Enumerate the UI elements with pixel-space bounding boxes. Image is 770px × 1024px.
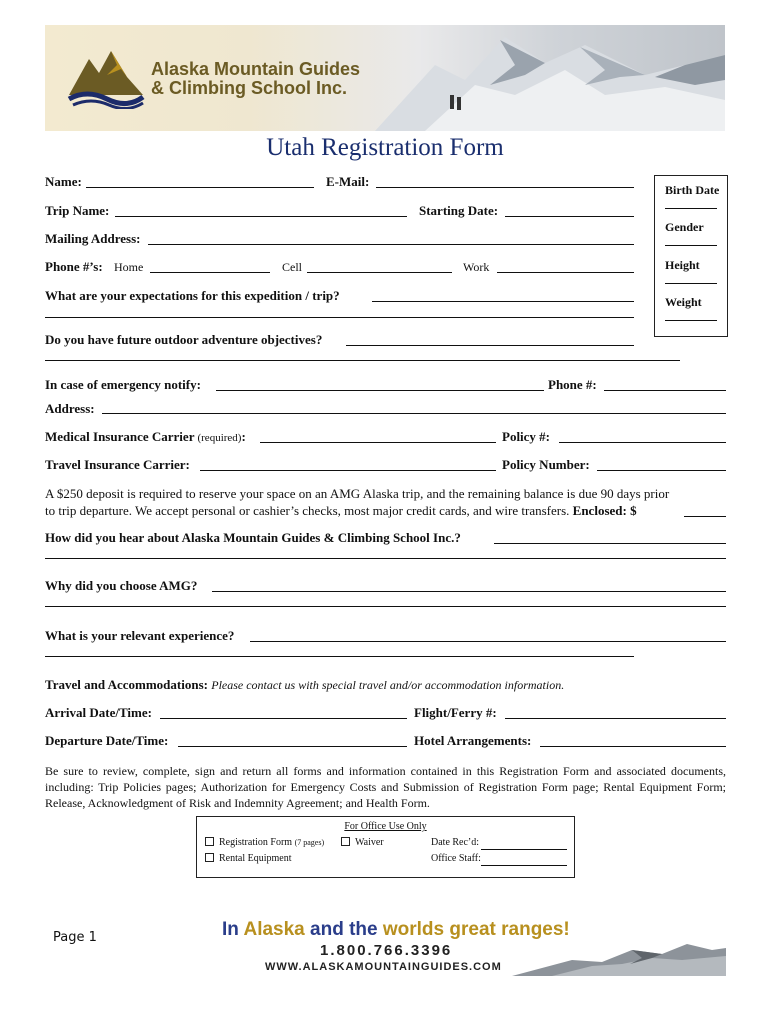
name-label: Name: <box>45 174 82 189</box>
work-phone-label: Work <box>463 260 490 274</box>
experience-label: What is your relevant experience? <box>45 628 235 643</box>
footer-url[interactable]: WWW.ALASKAMOUNTAINGUIDES.COM <box>265 961 502 973</box>
expectations-label: What are your expectations for this expedition / trip? <box>45 288 340 303</box>
policy-field[interactable] <box>559 442 726 443</box>
footer-mountain-graphic <box>512 940 726 976</box>
policy-number-label: Policy Number: <box>502 457 590 472</box>
header-banner <box>45 25 725 131</box>
required-note: (required) <box>197 432 242 444</box>
registration-label: Registration Form <box>219 837 293 848</box>
trip-name-field[interactable] <box>115 216 407 217</box>
departure-label: Departure Date/Time: <box>45 733 169 748</box>
deposit-line1: A $250 deposit is required to reserve your space on an AMG Alaska trip, and the remaining balance is due 90 days prior <box>45 486 670 501</box>
waiver-checkbox[interactable] <box>341 837 350 846</box>
how-hear-field[interactable] <box>494 543 726 544</box>
weight-label: Weight <box>665 295 702 309</box>
date-recd-field[interactable] <box>481 849 567 850</box>
why-amg-field-line2[interactable] <box>45 606 726 607</box>
rental-checkbox[interactable] <box>205 853 214 862</box>
page-title: Utah Registration Form <box>266 134 504 161</box>
email-field[interactable] <box>376 187 634 188</box>
phone-label: Phone #’s: <box>45 259 103 274</box>
emergency-address-field[interactable] <box>102 413 726 414</box>
office-staff-field[interactable] <box>481 865 567 866</box>
experience-field-line2[interactable] <box>45 656 634 657</box>
how-hear-field-line2[interactable] <box>45 558 726 559</box>
hotel-field[interactable] <box>540 746 726 747</box>
email-label: E-Mail: <box>326 174 370 189</box>
home-phone-field[interactable] <box>150 272 270 273</box>
mailing-address-label: Mailing Address: <box>45 231 141 246</box>
how-hear-label: How did you hear about Alaska Mountain Guides & Climbing School Inc.? <box>45 530 461 545</box>
experience-field[interactable] <box>250 641 726 642</box>
future-objectives-field[interactable] <box>346 345 634 346</box>
arrival-label: Arrival Date/Time: <box>45 705 152 720</box>
footer-phone: 1.800.766.3396 <box>320 942 453 959</box>
company-name-line2: & Climbing School Inc. <box>151 78 348 98</box>
instructions-paragraph: Be sure to review, complete, sign and return all forms and information contained in this Registration Form and associated documents, including: Trip Policies pages; Authorization for Emergency Costs and Submission of Registration Form page; Rental Equipment Form; Release, Acknowledgment of Risk and Indemnity Agreement; and Health Form. <box>45 764 726 810</box>
mountain-photo <box>45 25 725 131</box>
emergency-phone-label: Phone #: <box>548 377 597 392</box>
expectations-field[interactable] <box>372 301 634 302</box>
slogan-and: and the <box>310 919 378 940</box>
name-field[interactable] <box>86 187 314 188</box>
enclosed-label: Enclosed: $ <box>572 503 637 518</box>
waiver-label: Waiver <box>355 837 384 848</box>
starting-date-label: Starting Date: <box>419 203 499 218</box>
rental-equipment-check[interactable] <box>205 853 292 864</box>
arrival-field[interactable] <box>160 718 407 719</box>
height-label: Height <box>665 258 700 272</box>
travel-accommodations-label <box>45 677 564 693</box>
departure-field[interactable] <box>178 746 407 747</box>
cell-phone-field[interactable] <box>307 272 452 273</box>
enclosed-amount-field[interactable] <box>684 516 726 517</box>
medical-insurance-field[interactable] <box>260 442 496 443</box>
slogan-in: In <box>222 919 239 940</box>
pages-label: (7 pages) <box>294 838 325 847</box>
future-objectives-field-line2[interactable] <box>45 360 680 361</box>
birth-date-label: Birth Date <box>665 183 720 197</box>
travel-insurance-field[interactable] <box>200 470 496 471</box>
waiver-check[interactable] <box>341 837 384 848</box>
height-field[interactable] <box>665 283 717 284</box>
office-use-box <box>196 816 575 878</box>
why-amg-label: Why did you choose AMG? <box>45 578 198 593</box>
date-recd-label: Date Rec’d: <box>431 837 480 848</box>
weight-field[interactable] <box>665 320 717 321</box>
emergency-address-label: Address: <box>45 401 95 416</box>
slogan-worlds: worlds great ranges! <box>382 919 570 940</box>
policy-number-field[interactable] <box>597 470 726 471</box>
medical-insurance-text: Medical Insurance Carrier <box>45 429 195 444</box>
future-objectives-label: Do you have future outdoor adventure objectives? <box>45 332 323 347</box>
personal-stats-box <box>654 175 728 337</box>
registration-form-check[interactable] <box>205 837 324 848</box>
registration-checkbox[interactable] <box>205 837 214 846</box>
gender-label: Gender <box>665 220 704 234</box>
gender-field[interactable] <box>665 245 717 246</box>
birth-date-field[interactable] <box>665 208 717 209</box>
home-phone-label: Home <box>114 260 144 274</box>
work-phone-field[interactable] <box>497 272 634 273</box>
deposit-line2-text: to trip departure. We accept personal or cashier’s checks, most major credit cards, and wire transfers. <box>45 503 570 518</box>
starting-date-field[interactable] <box>505 216 634 217</box>
slogan-alaska: Alaska <box>243 919 305 940</box>
office-use-title: For Office Use Only <box>344 821 427 832</box>
why-amg-field[interactable] <box>212 591 726 592</box>
hotel-label: Hotel Arrangements: <box>414 733 532 748</box>
emergency-contact-field[interactable] <box>216 390 544 391</box>
trip-name-label: Trip Name: <box>45 203 110 218</box>
deposit-line2 <box>45 502 637 519</box>
medical-insurance-label <box>45 429 246 445</box>
travel-note: Please contact us with special travel and/or accommodation information. <box>211 678 565 692</box>
flight-label: Flight/Ferry #: <box>414 705 497 720</box>
travel-accommodations-text: Travel and Accommodations: <box>45 677 208 692</box>
emergency-contact-label: In case of emergency notify: <box>45 377 201 392</box>
travel-insurance-label: Travel Insurance Carrier: <box>45 457 190 472</box>
flight-field[interactable] <box>505 718 726 719</box>
emergency-phone-field[interactable] <box>604 390 726 391</box>
cell-phone-label: Cell <box>282 260 302 274</box>
rental-label: Rental Equipment <box>219 853 292 864</box>
mailing-address-field[interactable] <box>148 244 634 245</box>
expectations-field-line2[interactable] <box>45 317 634 318</box>
page-number: Page 1 <box>53 930 97 945</box>
company-logo-icon <box>67 47 145 109</box>
office-staff-label: Office Staff: <box>431 853 481 864</box>
medical-colon: : <box>241 429 246 444</box>
company-name-line1: Alaska Mountain Guides <box>151 59 361 79</box>
footer-slogan <box>222 919 570 941</box>
policy-label: Policy #: <box>502 429 551 444</box>
